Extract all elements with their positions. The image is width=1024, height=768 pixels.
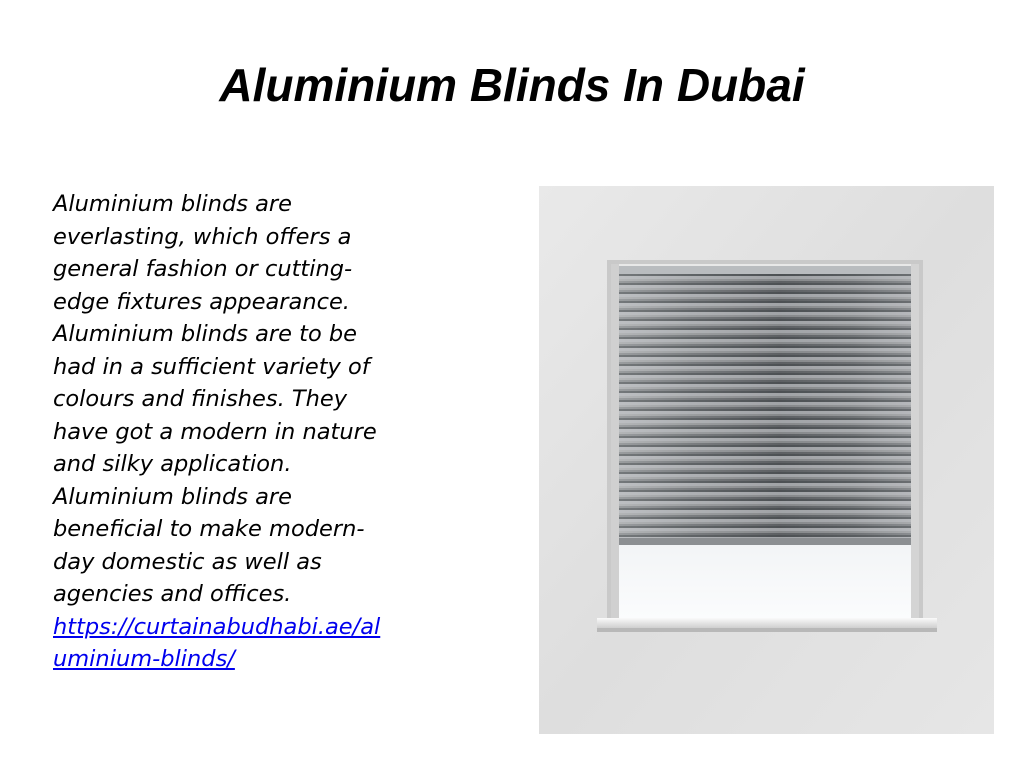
body-paragraph: Aluminium blinds are everlasting, which offers a general fashion or cutting- edge fixtures appearance. Aluminium blinds are to be had in a sufficient variety of colours and finishes. They have got a modern in nature and silky application. Aluminium blinds are beneficial to make modern- day domestic as well as agencies and offices. [53,191,377,607]
blind-window-photo [539,186,994,734]
body-text-block [53,188,483,676]
slide-title: Aluminium Blinds In Dubai [219,59,805,111]
reference-link[interactable]: https://curtainabudhabi.ae/al uminium-blinds/ [53,613,381,672]
window-with-aluminium-venetian-blind-icon [539,186,994,734]
